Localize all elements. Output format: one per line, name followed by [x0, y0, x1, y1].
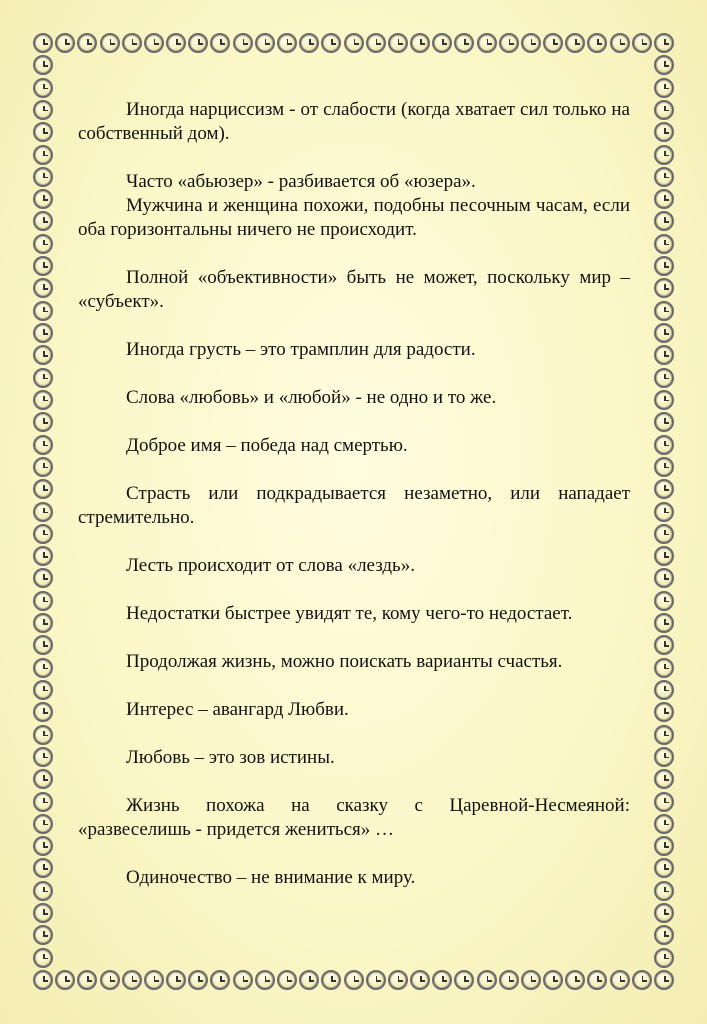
clock-icon: [654, 769, 674, 789]
clock-icon: [654, 55, 674, 75]
clock-icon: [654, 234, 674, 254]
clock-icon: [654, 145, 674, 165]
clock-icon: [654, 568, 674, 588]
clock-icon: [33, 858, 53, 878]
clock-icon: [454, 970, 474, 990]
clock-icon: [654, 100, 674, 120]
clock-icon: [144, 33, 164, 53]
clock-icon: [255, 33, 275, 53]
clock-icon: [654, 970, 674, 990]
clock-icon: [477, 33, 497, 53]
clock-icon: [499, 970, 519, 990]
clock-icon: [654, 167, 674, 187]
clock-icon: [33, 301, 53, 321]
clock-icon: [499, 33, 519, 53]
clock-icon: [33, 457, 53, 477]
clock-icon: [144, 970, 164, 990]
clock-icon: [100, 33, 120, 53]
clock-icon: [33, 613, 53, 633]
clock-icon: [654, 546, 674, 566]
clock-icon: [543, 970, 563, 990]
clock-icon: [33, 568, 53, 588]
clock-icon: [77, 33, 97, 53]
clock-icon: [33, 167, 53, 187]
clock-icon: [55, 970, 75, 990]
clock-icon: [210, 33, 230, 53]
clock-icon: [654, 792, 674, 812]
clock-icon: [255, 970, 275, 990]
paragraph-7: Доброе имя – победа над смертью.: [126, 435, 408, 456]
clock-icon: [33, 635, 53, 655]
clock-icon: [410, 970, 430, 990]
clock-icon: [366, 970, 386, 990]
clock-icon: [33, 256, 53, 276]
clock-icon: [654, 948, 674, 968]
paragraph-9: Лесть происходит от слова «лездь».: [126, 555, 415, 576]
clock-icon: [233, 33, 253, 53]
clock-icon: [654, 122, 674, 142]
clock-icon: [122, 970, 142, 990]
paragraph-4: Полной «объективности» быть не может, поскольку мир – «субъект».: [78, 267, 630, 312]
clock-icon: [654, 658, 674, 678]
clock-icon: [277, 33, 297, 53]
clock-icon: [55, 33, 75, 53]
clock-icon: [654, 435, 674, 455]
clock-icon: [654, 702, 674, 722]
clock-icon: [100, 970, 120, 990]
clock-icon: [33, 769, 53, 789]
clock-icon: [654, 323, 674, 343]
aphorism-text: [78, 98, 630, 914]
clock-icon: [654, 345, 674, 365]
clock-icon: [344, 33, 364, 53]
clock-icon: [632, 970, 652, 990]
clock-icon: [521, 33, 541, 53]
clock-icon: [654, 479, 674, 499]
clock-icon: [33, 33, 53, 53]
clock-icon: [122, 33, 142, 53]
clock-icon: [654, 524, 674, 544]
clock-icon: [33, 680, 53, 700]
clock-icon: [33, 814, 53, 834]
clock-icon: [388, 970, 408, 990]
clock-icon: [33, 412, 53, 432]
clock-icon: [565, 970, 585, 990]
clock-icon: [366, 33, 386, 53]
clock-icon: [565, 33, 585, 53]
clock-icon: [33, 323, 53, 343]
clock-icon: [188, 33, 208, 53]
clock-icon: [654, 747, 674, 767]
clock-icon: [654, 881, 674, 901]
paragraph-8: Страсть или подкрадывается незаметно, или нападает стремительно.: [78, 483, 630, 528]
clock-icon: [33, 100, 53, 120]
clock-icon: [33, 925, 53, 945]
clock-icon: [33, 189, 53, 209]
clock-icon: [654, 635, 674, 655]
paragraph-1: Иногда нарциссизм - от слабости (когда хватает сил только на собственный дом).: [78, 99, 630, 144]
clock-icon: [632, 33, 652, 53]
clock-icon: [33, 211, 53, 231]
clock-icon: [388, 33, 408, 53]
clock-icon: [654, 925, 674, 945]
clock-icon: [654, 33, 674, 53]
clock-icon: [477, 970, 497, 990]
clock-icon: [33, 122, 53, 142]
clock-icon: [610, 970, 630, 990]
clock-icon: [33, 591, 53, 611]
clock-icon: [654, 858, 674, 878]
clock-icon: [188, 970, 208, 990]
clock-icon: [654, 189, 674, 209]
clock-icon: [33, 345, 53, 365]
clock-icon: [654, 256, 674, 276]
paragraph-11: Продолжая жизнь, можно поискать варианты счастья.: [126, 651, 563, 672]
clock-icon: [33, 524, 53, 544]
clock-icon: [33, 658, 53, 678]
clock-icon: [587, 33, 607, 53]
clock-icon: [654, 301, 674, 321]
clock-icon: [654, 390, 674, 410]
clock-icon: [33, 747, 53, 767]
clock-icon: [299, 33, 319, 53]
clock-icon: [33, 78, 53, 98]
clock-icon: [33, 948, 53, 968]
clock-icon: [654, 836, 674, 856]
clock-icon: [321, 33, 341, 53]
clock-icon: [33, 145, 53, 165]
clock-icon: [543, 33, 563, 53]
clock-icon: [33, 479, 53, 499]
clock-icon: [654, 412, 674, 432]
clock-icon: [587, 970, 607, 990]
clock-icon: [233, 970, 253, 990]
clock-icon: [33, 792, 53, 812]
paragraph-2: Часто «абьюзер» - разбивается об «юзера».: [126, 171, 476, 192]
clock-icon: [33, 546, 53, 566]
clock-icon: [321, 970, 341, 990]
clock-icon: [33, 903, 53, 923]
clock-icon: [521, 970, 541, 990]
clock-icon: [654, 903, 674, 923]
clock-icon: [654, 814, 674, 834]
clock-icon: [654, 725, 674, 745]
paragraph-12: Интерес – авангард Любви.: [126, 699, 349, 720]
clock-icon: [166, 33, 186, 53]
clock-icon: [654, 502, 674, 522]
clock-icon: [654, 278, 674, 298]
clock-icon: [410, 33, 430, 53]
clock-icon: [33, 836, 53, 856]
clock-icon: [33, 368, 53, 388]
clock-icon: [33, 234, 53, 254]
paragraph-10: Недостатки быстрее увидят те, кому чего-то недостает.: [126, 603, 573, 624]
clock-icon: [654, 457, 674, 477]
clock-icon: [654, 211, 674, 231]
clock-icon: [33, 725, 53, 745]
clock-icon: [654, 78, 674, 98]
clock-icon: [33, 55, 53, 75]
clock-icon: [654, 591, 674, 611]
clock-icon: [654, 613, 674, 633]
clock-icon: [432, 33, 452, 53]
paragraph-6: Слова «любовь» и «любой» - не одно и то же.: [126, 387, 497, 408]
clock-icon: [77, 970, 97, 990]
paragraph-14: Жизнь похожа на сказку с Царевной-Несмеяной: «развеселишь - придется жениться» …: [78, 795, 630, 840]
clock-icon: [33, 390, 53, 410]
clock-icon: [432, 970, 452, 990]
paragraph-3: Мужчина и женщина похожи, подобны песочным часам, если оба горизонтальны ничего не происходит.: [78, 195, 630, 240]
clock-icon: [33, 278, 53, 298]
clock-icon: [610, 33, 630, 53]
clock-icon: [33, 970, 53, 990]
clock-icon: [33, 502, 53, 522]
clock-icon: [166, 970, 186, 990]
clock-icon: [210, 970, 230, 990]
paragraph-13: Любовь – это зов истины.: [126, 747, 335, 768]
clock-icon: [344, 970, 364, 990]
clock-icon: [33, 881, 53, 901]
clock-icon: [277, 970, 297, 990]
clock-icon: [33, 702, 53, 722]
paragraph-15: Одиночество – не внимание к миру.: [126, 867, 416, 888]
clock-icon: [299, 970, 319, 990]
clock-icon: [454, 33, 474, 53]
clock-icon: [33, 435, 53, 455]
paragraph-5: Иногда грусть – это трамплин для радости.: [126, 339, 476, 360]
clock-icon: [654, 368, 674, 388]
clock-icon: [654, 680, 674, 700]
